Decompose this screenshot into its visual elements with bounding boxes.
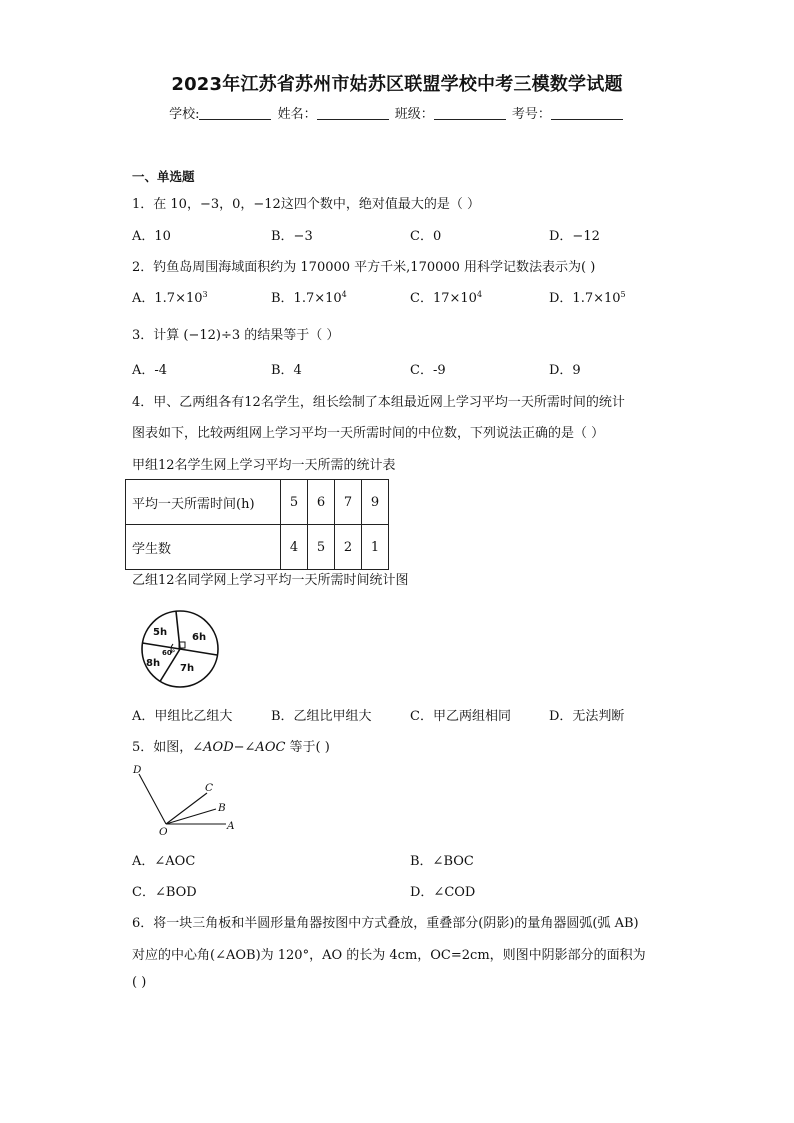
q4-pie-chart — [132, 610, 228, 690]
field-name-blank[interactable] — [317, 107, 389, 120]
q2-stem: 2．钓鱼岛周围海域面积约为 170000 平方千米,170000 用科学记数法表示为( ) — [132, 260, 596, 275]
q6-stem-line2: 对应的中心角(∠AOB)为 120°，AO 的长为 4cm，OC=2cm，则图中阴影部分的面积为 — [132, 948, 646, 963]
table-cell-head: 学生数 — [126, 525, 281, 570]
q5-stem: 5．如图，∠AOD−∠AOC 等于( ) — [132, 740, 330, 755]
field-class-blank[interactable] — [434, 107, 506, 120]
q2-option-a: A．$1.7\times 10^3$ — [132, 290, 208, 306]
q3-option-b: B．4 — [271, 363, 302, 378]
ray-od — [139, 774, 166, 824]
page-title: 2023年江苏省苏州市姑苏区联盟学校中考三模数学试题 — [171, 74, 623, 95]
table-cell: 6 — [308, 480, 335, 525]
point-label: O — [159, 826, 168, 838]
q4-stem-line1: 4．甲、乙两组各有12名学生，组长绘制了本组最近网上学习平均一天所需时间的统计 — [132, 395, 625, 410]
q4-option-b: B．乙组比甲组大 — [271, 709, 372, 724]
table-cell: 4 — [281, 525, 308, 570]
q3-option-d: D．9 — [549, 363, 581, 378]
q4-stem-line2: 图表如下，比较两组网上学习平均一天所需时间的中位数，下列说法正确的是（ ） — [132, 426, 605, 441]
q1-stem: 1．在 10，−3，0，−12这四个数中，绝对值最大的是（ ） — [132, 197, 480, 212]
pie-label: 8h — [146, 658, 161, 669]
pie-label: 60° — [162, 649, 176, 657]
q4-option-d: D．无法判断 — [549, 709, 625, 724]
q4-table-caption: 甲组12名学生网上学习平均一天所需的统计表 — [132, 458, 396, 473]
q1-option-b: B．−3 — [271, 229, 313, 244]
q2-option-c: C．$17\times 10^4$ — [410, 290, 483, 306]
table-cell: 5 — [308, 525, 335, 570]
q6-stem-line3: ( ) — [132, 975, 147, 990]
point-label: B — [218, 802, 226, 814]
pie-label: 5h — [153, 627, 168, 638]
ray-ob — [166, 809, 216, 824]
field-school-blank[interactable] — [199, 107, 271, 120]
point-label: C — [205, 782, 214, 794]
point-label: D — [133, 764, 142, 776]
table-row — [126, 525, 389, 570]
field-examno-blank[interactable] — [551, 107, 623, 120]
q2-option-d: D．$1.7\times 10^5$ — [549, 290, 626, 306]
section-title: 一、单选题 — [132, 169, 195, 184]
q5-angle-figure — [128, 762, 240, 840]
ray-oc — [166, 793, 207, 824]
table-cell: 7 — [335, 480, 362, 525]
q5-option-b: B．∠BOC — [410, 854, 474, 869]
q3-stem: 3．计算 (−12)÷3 的结果等于（ ） — [132, 328, 340, 343]
pie-divider — [180, 649, 217, 655]
q5-option-c: C．∠BOD — [132, 885, 197, 900]
student-info-line — [0, 103, 794, 122]
table-cell-head: 平均一天所需时间(h) — [126, 480, 281, 525]
q1-option-c: C．0 — [410, 229, 442, 244]
field-school-label: 学校: — [169, 107, 200, 122]
q5-option-d: D．∠COD — [410, 885, 476, 900]
pie-label: 6h — [192, 632, 207, 643]
q5-option-a: A．∠AOC — [132, 854, 196, 869]
q4-option-c: C．甲乙两组相同 — [410, 709, 511, 724]
pie-label: 7h — [180, 663, 195, 674]
q2-option-b: B．$1.7\times 10^4$ — [271, 290, 347, 306]
table-cell: 1 — [362, 525, 389, 570]
table-cell: 9 — [362, 480, 389, 525]
table-cell: 5 — [281, 480, 308, 525]
q4-option-a: A．甲组比乙组大 — [132, 709, 233, 724]
table-row — [126, 480, 389, 525]
field-examno-label: 考号： — [511, 107, 551, 122]
field-class-label: 班级： — [394, 107, 434, 122]
point-label: A — [227, 820, 235, 832]
q1-option-d: D．−12 — [549, 229, 600, 244]
q1-option-a: A．10 — [132, 229, 171, 244]
table-cell: 2 — [335, 525, 362, 570]
field-name-label: 姓名： — [277, 107, 317, 122]
q4-pie-caption: 乙组12名同学网上学习平均一天所需时间统计图 — [132, 573, 409, 588]
q3-option-c: C．-9 — [410, 363, 446, 378]
q4-stat-table — [125, 479, 389, 570]
q6-stem-line1: 6．将一块三角板和半圆形量角器按图中方式叠放，重叠部分(阴影)的量角器圆弧(弧 AB) — [132, 916, 639, 931]
q3-option-a: A．-4 — [132, 363, 168, 378]
